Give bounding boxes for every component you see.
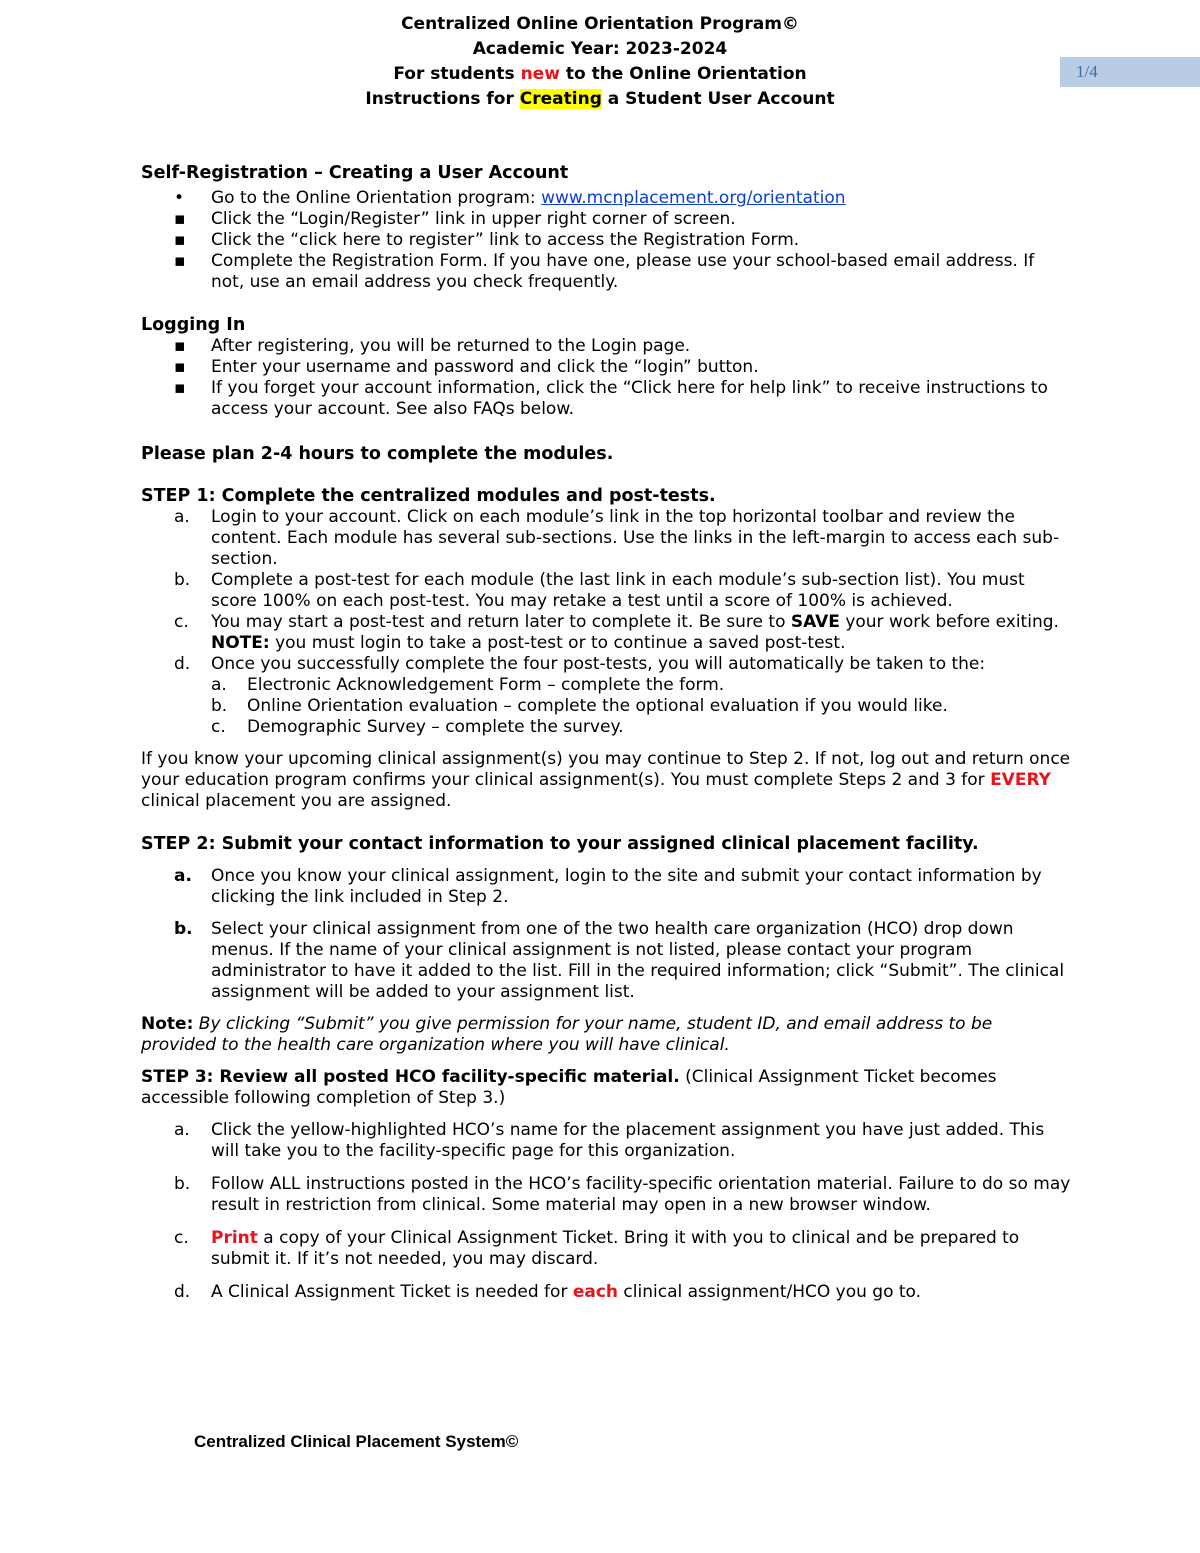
creating-highlight: Creating	[519, 89, 602, 109]
sub-list-item: c. Demographic Survey – complete the survey.	[211, 717, 624, 737]
list-item: ▪ After registering, you will be returned to the Login page.	[174, 336, 691, 356]
document-body	[141, 162, 1071, 1303]
page-number-badge: 1/4	[1060, 57, 1200, 87]
bullet-icon: ▪	[174, 251, 186, 271]
self-registration-list	[141, 188, 1071, 293]
list-item: ▪ Complete the Registration Form. If you have one, please use your school-based email address. If not, use an email address you check frequently.	[174, 251, 1035, 292]
step3-list	[141, 1120, 1071, 1303]
self-registration-heading: Self-Registration – Creating a User Account	[141, 163, 569, 183]
each-emphasis: each	[572, 1282, 619, 1302]
document-header	[0, 12, 1200, 112]
bullet-icon: ▪	[174, 209, 186, 229]
list-item: ▪ If you forget your account information, click the “Click here for help link” to receive instructions to access your account. See also FAQs below.	[174, 378, 1048, 419]
every-emphasis: EVERY	[990, 770, 1051, 790]
bullet-icon: ▪	[174, 357, 186, 377]
sub-list-item: a. Electronic Acknowledgement Form – complete the form.	[211, 675, 725, 695]
continue-note: If you know your upcoming clinical assignment(s) you may continue to Step 2. If not, log out and return once your education program confirms your clinical assignment(s). You must complete Steps 2 and 3 for EVERY clinical placement you are assigned.	[141, 749, 1071, 811]
list-item: d. Once you successfully complete the four post-tests, you will automatically be taken to the:	[174, 654, 986, 674]
list-item: ▪ Click the “Login/Register” link in upper right corner of screen.	[174, 209, 736, 229]
logging-in-list	[141, 336, 1071, 420]
print-emphasis: Print	[211, 1228, 258, 1248]
list-item: ▪ Enter your username and password and click the “login” button.	[174, 357, 759, 377]
document-title: Instructions for Creating a Student User Account	[365, 89, 835, 109]
list-item: d. A Clinical Assignment Ticket is needed for each clinical assignment/HCO you go to.	[174, 1282, 922, 1302]
plan-note: Please plan 2-4 hours to complete the modules.	[141, 444, 614, 464]
list-item: ▪ Click the “click here to register” link to access the Registration Form.	[174, 230, 800, 250]
audience-line: For students new to the Online Orientation	[393, 64, 807, 84]
list-item: b. Select your clinical assignment from one of the two health care organization (HCO) drop down menus. If the name of your clinical assignment is not listed, please contact your program administrator to have it added to the list. Fill in the required information; click “Submit”. The clinical assignment will be added to your assignment list.	[174, 919, 1065, 1002]
orientation-link[interactable]: www.mcnplacement.org/orientation	[541, 188, 846, 208]
list-item: c. You may start a post-test and return later to complete it. Be sure to SAVE your work before exiting. NOTE: you must login to take a post-test or to continue a saved post-test.	[174, 612, 1059, 653]
academic-year: Academic Year: 2023-2024	[472, 39, 728, 59]
logging-in-heading: Logging In	[141, 315, 246, 335]
list-item: b. Follow ALL instructions posted in the HCO’s facility-specific orientation material. Failure to do so may result in restriction from clinical. Some material may open in a new browser window.	[174, 1174, 1071, 1215]
bullet-icon: ▪	[174, 378, 186, 398]
bullet-icon: •	[174, 188, 185, 208]
program-title: Centralized Online Orientation Program©	[401, 14, 799, 34]
list-item: a. Click the yellow-highlighted HCO’s name for the placement assignment you have just added. This will take you to the facility-specific page for this organization.	[174, 1120, 1045, 1161]
new-emphasis: new	[520, 64, 560, 84]
bullet-icon: ▪	[174, 230, 186, 250]
list-item: a. Login to your account. Click on each module’s link in the top horizontal toolbar and review the content. Each module has several sub-sections. Use the links in the left-margin to access each sub-section.	[174, 507, 1060, 569]
bullet-icon: ▪	[174, 336, 186, 356]
step1-heading: STEP 1: Complete the centralized modules and post-tests.	[141, 486, 716, 506]
step3-heading: STEP 3: Review all posted HCO facility-specific material. (Clinical Assignment Ticket becomes accessible following completion of Step 3.)	[141, 1067, 997, 1108]
list-item: c. Print a copy of your Clinical Assignment Ticket. Bring it with you to clinical and be prepared to submit it. If it’s not needed, you may discard.	[174, 1228, 1020, 1269]
list-item: a. Once you know your clinical assignment, login to the site and submit your contact information by clicking the link included in Step 2.	[174, 866, 1042, 907]
list-item: b. Complete a post-test for each module (the last link in each module’s sub-section list). You must score 100% on each post-test. You may retake a test until a score of 100% is achieved.	[174, 570, 1025, 611]
step1-list	[141, 507, 1071, 738]
list-item: • Go to the Online Orientation program: www.mcnplacement.org/orientation	[174, 188, 846, 208]
footer-text: Centralized Clinical Placement System©	[194, 1432, 519, 1451]
step2-heading: STEP 2: Submit your contact information to your assigned clinical placement facility.	[141, 834, 979, 854]
step2-list	[141, 866, 1071, 1003]
sub-list-item: b. Online Orientation evaluation – complete the optional evaluation if you would like.	[211, 696, 948, 716]
submit-note: Note: By clicking “Submit” you give permission for your name, student ID, and email address to be provided to the health care organization where you will have clinical.	[141, 1014, 993, 1055]
